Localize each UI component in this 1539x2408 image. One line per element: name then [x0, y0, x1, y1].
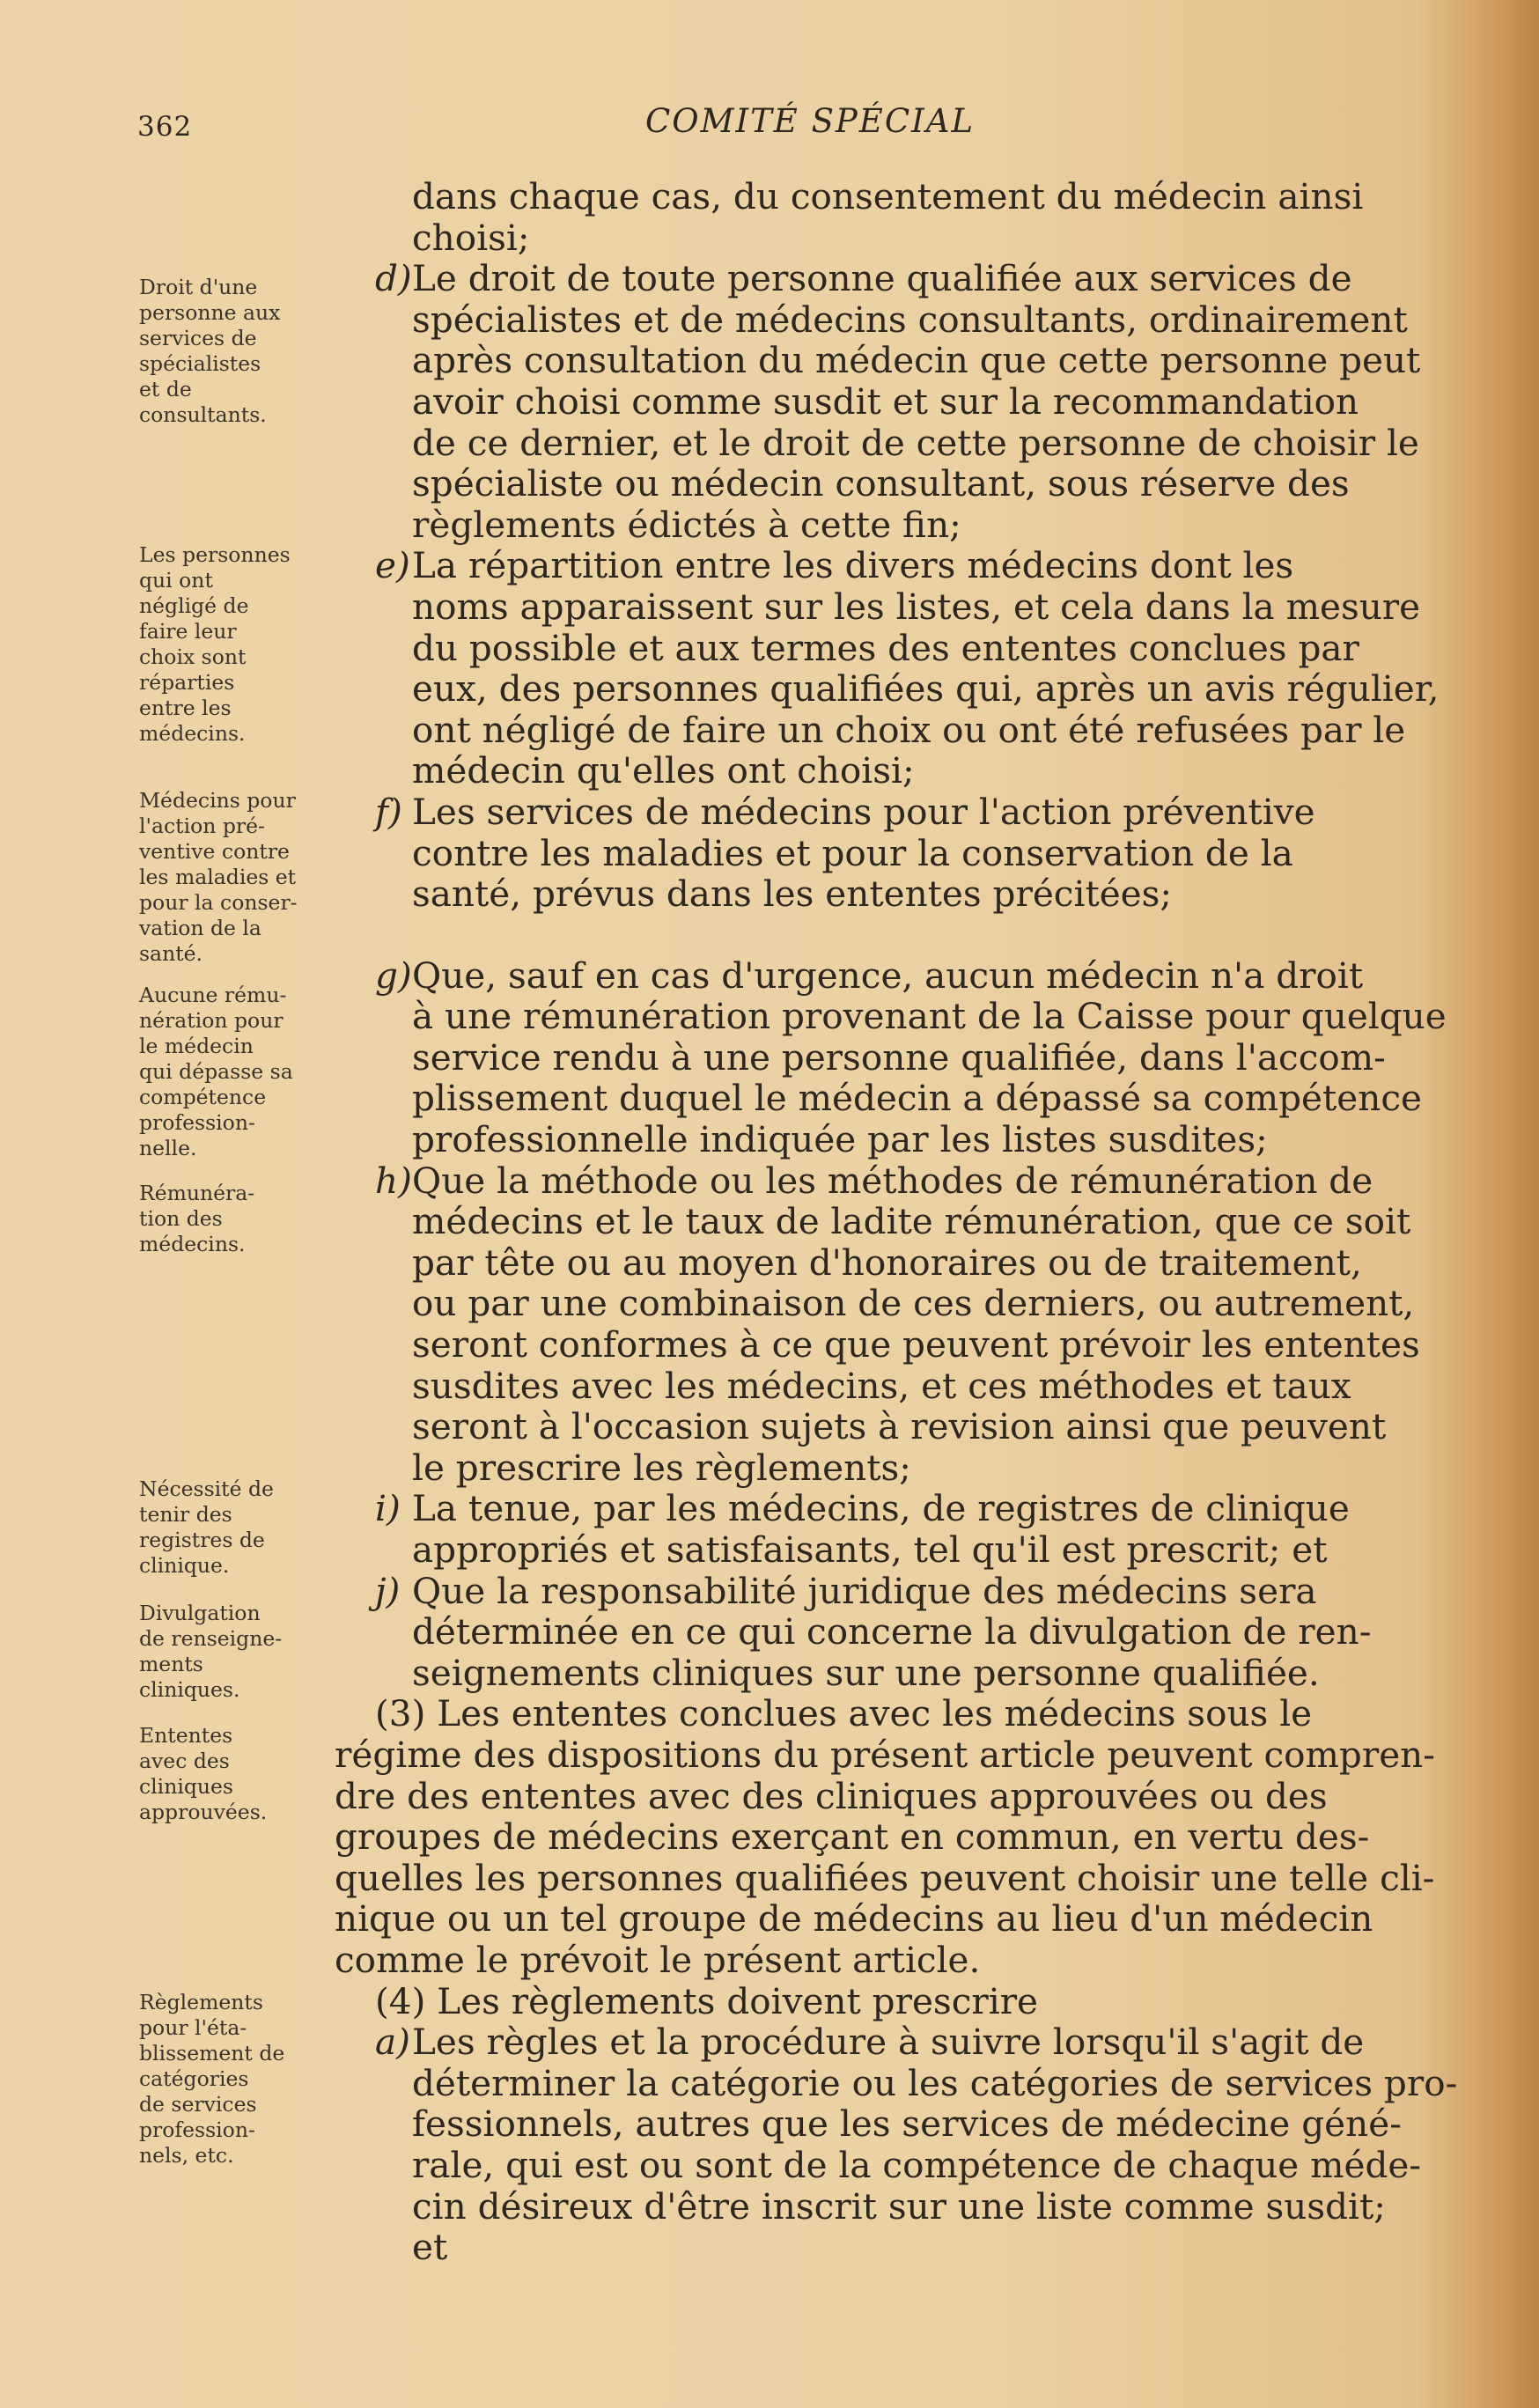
item-j — [335, 1571, 1409, 1694]
spacer — [335, 915, 1409, 955]
text-line: contre les maladies et pour la conservation de la — [412, 831, 1293, 874]
text-line: et — [412, 2226, 448, 2269]
text-line: seront conformes à ce que peuvent prévoir les ententes — [412, 1323, 1420, 1366]
margin-note-line: Nécessité de — [139, 1476, 274, 1501]
margin-note-line: nelle. — [139, 1136, 197, 1160]
margin-note-line: Divulgation — [139, 1601, 261, 1625]
item-letter: g) — [375, 954, 412, 997]
body-text — [335, 175, 1458, 2269]
margin-note-line: spécialistes — [139, 351, 261, 376]
text-line: (3) Les ententes conclues avec les médecins sous le — [375, 1692, 1313, 1735]
margin-note-line: clinique. — [139, 1553, 230, 1578]
text-line: Les services de médecins pour l'action préventive — [412, 790, 1315, 833]
margin-note-line: de renseigne- — [139, 1626, 283, 1651]
text-line: comme le prévoit le présent article. — [335, 1938, 981, 1981]
item-g — [335, 954, 1447, 1161]
margin-note-line: les maladies et — [139, 865, 297, 889]
text-line: médecin qu'elles ont choisi; — [412, 749, 915, 792]
text-line: ou par une combinaison de ces derniers, ou autrement, — [412, 1282, 1415, 1325]
item-f — [335, 792, 1409, 915]
text-line: cin désireux d'être inscrit sur une liste comme susdit; — [412, 2184, 1386, 2228]
margin-note-line: ventive contre — [139, 839, 290, 864]
text-line: Les règles et la procédure à suivre lorsqu'il s'agit de — [412, 2021, 1365, 2064]
margin-note-line: tenir des — [139, 1502, 232, 1527]
text-line: de ce dernier, et le droit de cette personne de choisir le — [412, 421, 1419, 464]
text-line: quelles les personnes qualifiées peuvent choisir une telle cli- — [335, 1856, 1435, 1899]
margin-note-line: pour l'éta- — [139, 2015, 247, 2040]
margin-note-line: qui dépasse sa — [139, 1059, 293, 1084]
margin-note-line: santé. — [139, 941, 203, 966]
item-letter: f) — [375, 790, 402, 833]
text-line: avoir choisi comme susdit et sur la recommandation — [412, 379, 1359, 423]
margin-note-line: cliniques. — [139, 1677, 240, 1702]
text-line: à une rémunération provenant de la Caisse pour quelque — [412, 995, 1447, 1038]
text-line: eux, des personnes qualifiées qui, après un avis régulier, — [412, 667, 1440, 711]
text-line: après consultation du médecin que cette personne peut — [412, 339, 1421, 382]
margin-note-line: Aucune rému- — [139, 983, 287, 1007]
margin-note-line: catégories — [139, 2066, 249, 2091]
item-a — [335, 2021, 1458, 2269]
text-line: ont négligé de faire un choix ou ont été refusées par le — [412, 708, 1406, 751]
text-line: susdites avec les médecins, et ces méthodes et taux — [412, 1364, 1351, 1407]
margin-note-line: négligé de — [139, 593, 249, 618]
item-letter: a) — [375, 2021, 410, 2064]
margin-note-line: Les personnes — [139, 542, 291, 567]
text-line: service rendu à une personne qualifiée, dans l'accom- — [412, 1035, 1386, 1079]
margin-note-line: choix sont — [139, 644, 247, 669]
margin-note-line: vation de la — [139, 916, 261, 940]
margin-note-line: Règlements — [139, 1990, 263, 2014]
margin-note — [139, 1476, 340, 1579]
margin-note-line: et de — [139, 377, 192, 401]
margin-note-line: Droit d'une — [139, 275, 258, 299]
text-line: spécialistes et de médecins consultants, ordinairement — [412, 298, 1408, 341]
text-line: La répartition entre les divers médecins dont les — [412, 544, 1294, 587]
margin-note — [139, 1181, 340, 1257]
text-line: fessionnels, autres que les services de médecine géné- — [412, 2102, 1402, 2146]
margin-note-line: nération pour — [139, 1008, 284, 1033]
text-line: spécialiste ou médecin consultant, sous réserve des — [412, 462, 1350, 505]
text-line: déterminer la catégorie ou les catégories de services pro- — [412, 2061, 1458, 2104]
margin-note — [139, 1601, 340, 1703]
text-line: par tête ou au moyen d'honoraires ou de traitement, — [412, 1241, 1362, 1284]
text-line: Que la responsabilité juridique des médecins sera — [412, 1569, 1317, 1612]
margin-note-line: registres de — [139, 1528, 265, 1552]
text-line: dans chaque cas, du consentement du médecin ainsi — [412, 175, 1364, 217]
margin-note — [139, 1990, 340, 2169]
margin-note-line: tion des — [139, 1206, 223, 1231]
text-line: seront à l'occasion sujets à revision ainsi que peuvent — [412, 1405, 1387, 1448]
text-line: règlements édictés à cette fin; — [412, 503, 961, 546]
text-line: noms apparaissent sur les listes, et cela dans la mesure — [412, 585, 1421, 628]
paragraph-4-heading: (4) Les règlements doivent prescrire — [375, 1979, 1039, 2022]
text-line: nique ou un tel groupe de médecins au lieu d'un médecin — [335, 1897, 1373, 1940]
margin-note — [139, 275, 340, 428]
text-line: médecins et le taux de ladite rémunération, que ce soit — [412, 1200, 1411, 1243]
margin-note-line: qui ont — [139, 568, 213, 593]
margin-note-line: pour la conser- — [139, 890, 298, 915]
margin-note — [139, 542, 340, 747]
text-line: choisi; — [412, 216, 530, 259]
text-line: santé, prévus dans les ententes précitées; — [412, 873, 1173, 916]
margin-note — [139, 788, 340, 967]
margin-note-line: de services — [139, 2092, 257, 2117]
item-i — [335, 1488, 1409, 1570]
margin-note-line: personne aux — [139, 300, 281, 325]
paragraph-3 — [335, 1692, 1435, 1981]
margin-note-line: Médecins pour — [139, 788, 296, 813]
margin-note-line: ments — [139, 1652, 203, 1676]
text-line: dre des ententes avec des cliniques approuvées ou des — [335, 1774, 1328, 1817]
margin-note-line: l'action pré- — [139, 814, 265, 838]
running-title: COMITÉ SPÉCIAL — [644, 102, 976, 140]
item-letter: e) — [375, 544, 410, 587]
margin-note-line: avec des — [139, 1749, 230, 1773]
text-line: plissement duquel le médecin a dépassé sa compétence — [412, 1077, 1422, 1120]
item-letter: j) — [375, 1569, 401, 1612]
margin-note-line: Rémunéra- — [139, 1181, 255, 1205]
margin-note-line: consultants. — [139, 402, 267, 427]
text-line: Le droit de toute personne qualifiée aux services de — [412, 257, 1352, 300]
item-letter: d) — [375, 257, 412, 300]
margin-note-line: profession- — [139, 2117, 255, 2142]
intro-continuation — [335, 176, 1409, 258]
margin-note-line: compétence — [139, 1085, 267, 1109]
item-letter: h) — [375, 1159, 412, 1202]
text-line: Que, sauf en cas d'urgence, aucun médecin n'a droit — [412, 954, 1364, 997]
text-line: Que la méthode ou les méthodes de rémunération de — [412, 1159, 1373, 1202]
text-line: rale, qui est ou sont de la compétence de chaque méde- — [412, 2143, 1422, 2186]
margin-note-line: cliniques — [139, 1774, 233, 1799]
item-h — [335, 1159, 1420, 1489]
item-d — [335, 257, 1421, 546]
text-line: régime des dispositions du présent article peuvent compren- — [335, 1733, 1435, 1776]
margin-note-line: le médecin — [139, 1034, 254, 1058]
margin-note-line: approuvées. — [139, 1800, 268, 1824]
page-number: 362 — [137, 111, 193, 143]
text-line: groupes de médecins exerçant en commun, en vertu des- — [335, 1815, 1370, 1859]
margin-note-line: médecins. — [139, 1232, 246, 1256]
margin-note-line: réparties — [139, 670, 235, 695]
margin-note-line: Ententes — [139, 1723, 233, 1748]
text-line: le prescrire les règlements; — [412, 1446, 911, 1489]
text-line: La tenue, par les médecins, de registres de clinique — [412, 1487, 1350, 1530]
margin-note-line: entre les — [139, 696, 232, 720]
text-line: seignements cliniques sur une personne qualifiée. — [412, 1651, 1320, 1694]
margin-note-line: services de — [139, 326, 257, 350]
margin-note-line: médecins. — [139, 721, 246, 746]
text-line: appropriés et satisfaisants, tel qu'il est prescrit; et — [412, 1528, 1328, 1571]
margin-note — [139, 1723, 340, 1825]
item-e — [335, 544, 1440, 792]
margin-note-line: profession- — [139, 1110, 255, 1135]
margin-note — [139, 983, 340, 1161]
item-letter: i) — [375, 1487, 401, 1530]
margin-note-line: nels, etc. — [139, 2143, 234, 2168]
margin-note-line: faire leur — [139, 619, 237, 644]
text-line: professionnelle indiquée par les listes susdites; — [412, 1118, 1268, 1161]
margin-note-line: blissement de — [139, 2041, 285, 2066]
text-line: du possible et aux termes des ententes conclues par — [412, 626, 1359, 669]
text-line: déterminée en ce qui concerne la divulgation de ren- — [412, 1610, 1372, 1653]
